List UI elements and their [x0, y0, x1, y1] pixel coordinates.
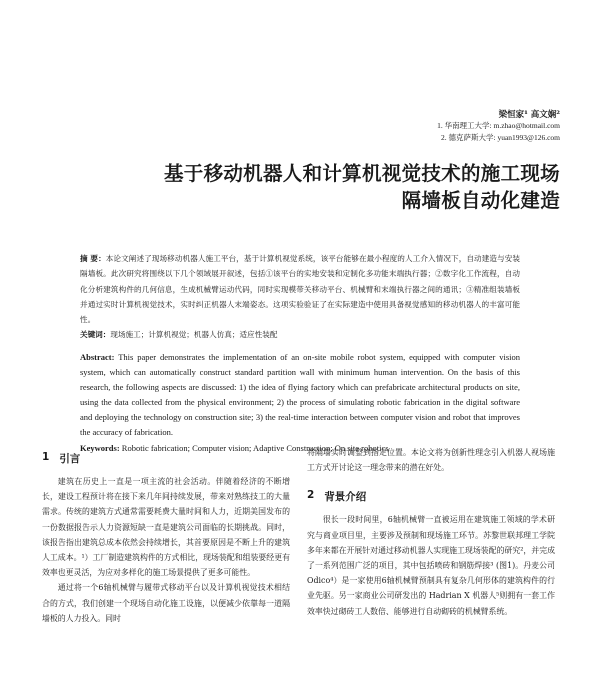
section-2-title: 背景介绍	[324, 491, 367, 504]
keywords-en-label: Keywords:	[80, 442, 120, 453]
abstract-cn-text: 本论文阐述了现场移动机器人施工平台，基于计算机视觉系统，该平台能够在最小程度的人工介入情况下，自动建造与安装隔墙板。此次研究将围绕以下几个领域展开叙述，包括①该平台的实地安装和定制化多功能末端执行器；②数字化工作流程，自动化分析建筑构件的几何信息，生成机械臂运动代码，同时实现模带关移动平台、机械臂和末端执行器之间的通讯；③精准组装墙板并通过实时计算机视觉技术，实时纠正机器人末端姿态。这项实验验证了在实际建造中使用具备视觉感知的移动机器人的丰富可能性。	[80, 254, 520, 325]
title-line-1: 基于移动机器人和计算机视觉技术的施工现场	[163, 162, 560, 185]
section-1-heading	[42, 451, 290, 466]
section-1-paragraph-1: 建筑在历史上一直是一项主流的社会活动。伴随着经济的不断增长，建设工程预计将在接下来几年间持续发展，带来对熟练技工的大量需求。传统的建筑方式通常需要耗费大量时间和人力，近期美国发布的一份数据报告示人力资源短缺一直是建筑公司面临的长期挑战。同时，该报告指出建筑总成本依然会持续增长，其首要原因是不断上升的建筑人工成本。¹）工厂制造建筑构件的方式相比，现场装配和组装要经更有效率也更灵活，为应对多样化的施工场景提供了更多可能性。	[42, 477, 290, 578]
keywords-en-text: Robotic fabrication; Computer vision; Adaptive Construction; On site robotics	[121, 442, 389, 453]
abstract-en-label: Abstract:	[80, 352, 115, 362]
affiliation-2: 2. 德克萨斯大学: yuan1993@126.com	[441, 133, 560, 142]
keywords-cn-label: 关键词：	[80, 330, 111, 340]
author-names: 梁恒家¹ 高文娴²	[498, 110, 560, 120]
section-2-heading	[307, 489, 555, 504]
section-1-title: 引言	[59, 453, 81, 465]
abstract-en-text: This paper demonstrates the implementation of an on-site mobile robot system, equipped with computer vision system, which can automatically construct standard partition wall with minimum human intervention. On the basis of this research, the following aspects are discussed: 1) the idea of flying factory which can prefabricate architectural products on site, using the data collected from the physical environment; 2) the process of simulating robotic fabrication in the digital software and deploying the technology on construction site; 3) the real-time interaction between computer vision and robot that improves the accuracy of fabrication.	[80, 352, 520, 438]
keywords-cn-text: 现场施工；计算机视觉；机器人仿真；适应性装配	[110, 330, 278, 340]
section-1-paragraph-2: 通过将一个6轴机械臂与履带式移动平台以及计算机视觉技术相结合的方式，我们创建一个现场自动化施工设施，以便减少依靠每一道隔墙板的人力投入。同时	[42, 583, 290, 623]
abstract-cn-label: 摘 要：	[80, 254, 106, 263]
section-2-number: 2	[307, 489, 315, 502]
author-block	[437, 108, 560, 144]
abstract-chinese	[80, 251, 520, 343]
paper-title	[164, 160, 560, 214]
abstract-english	[80, 350, 520, 456]
affiliation-1: 1. 华南理工大学: m.zhao@hotmail.com	[437, 121, 560, 130]
right-column-intro: 将隔墙实时调整到指定位置。本论文将为创新性理念引入机器人视场施工方式开讨论这一理念带来的潜在好处。	[307, 448, 555, 473]
title-line-2: 隔墙板自动化建造	[401, 189, 560, 212]
section-1-number: 1	[42, 451, 50, 463]
right-column	[307, 445, 555, 619]
section-2-paragraph-1: 很长一段时间里，6轴机械臂一直被运用在建筑施工领域的学术研究与商业项目里，主要涉及预制和现场施工环节。苏黎世联邦理工学院多年来都在开展针对通过移动机器人实现施工现场装配的研究²，并完成了一系列范围广泛的项目，其中包括喷砖和钢筋焊接³ (图1)。丹麦公司 Odico⁴）是一家使用6轴机械臂预制具有复杂几何形体的建筑构件的行业先驱。另一家商业公司研发出的 Hadrian X 机器人⁵则拥有一套工作效率快过砌砖工人数倍、能够进行自动砌砖的机械臂系统。	[307, 515, 555, 616]
